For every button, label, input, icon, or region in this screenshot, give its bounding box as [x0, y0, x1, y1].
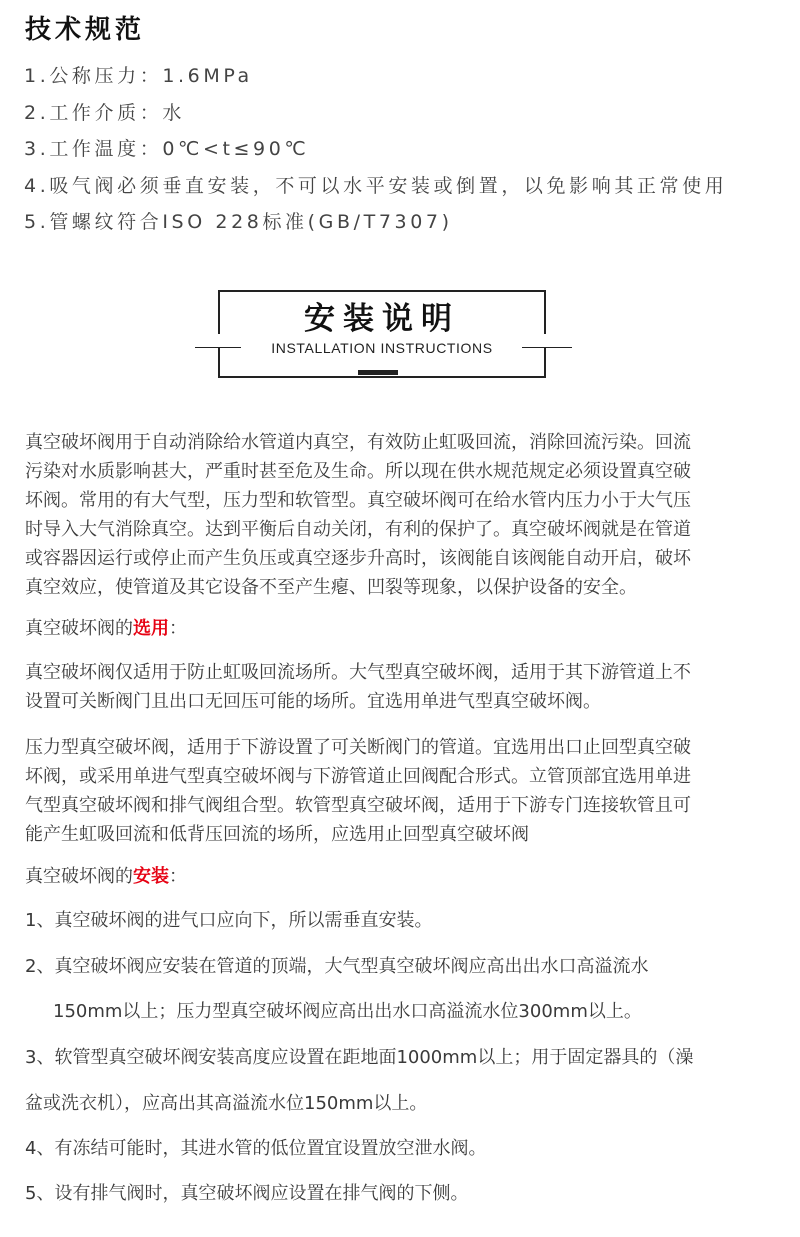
spec-item-temperature: 3.工作温度：0℃<t≤90℃ — [24, 138, 310, 160]
spec-item-medium: 2.工作介质：水 — [24, 101, 185, 124]
selection-line: 设置可关断阀门且出口无回压可能的场所。宜选用单进气型真空破坏阀。 — [25, 691, 601, 712]
install-step-5: 5、设有排气阀时，真空破坏阀应设置在排气阀的下侧。 — [25, 1183, 469, 1204]
selection-line: 真空破坏阀仅适用于防止虹吸回流场所。大气型真空破坏阀，适用于其下游管道上不 — [25, 662, 691, 683]
install-heading-subtitle: INSTALLATION INSTRUCTIONS — [271, 340, 493, 356]
selection-label-suffix: ： — [169, 618, 187, 639]
install-step-2: 2、真空破坏阀应安装在管道的顶端，大气型真空破坏阀应高出出水口高溢流水 — [25, 956, 649, 977]
intro-line: 真空效应，使管道及其它设备不至产生瘪、凹裂等现象，以保护设备的安全。 — [25, 577, 637, 598]
installation-label — [25, 865, 187, 889]
spec-title: 技术规范 — [25, 15, 146, 45]
intro-line: 时导入大气消除真空。达到平衡后自动关闭，有利的保护了。真空破坏阀就是在管道 — [25, 519, 691, 540]
install-step-3: 3、软管型真空破坏阀安装高度应设置在距地面1000mm以上；用于固定器具的（澡 — [25, 1047, 694, 1068]
spec-list — [24, 58, 727, 241]
intro-line: 或容器因运行或停止而产生负压或真空逐步升高时，该阀能自该阀能自动开启，破坏 — [25, 548, 691, 569]
selection-label-prefix: 真空破坏阀的 — [25, 618, 133, 639]
intro-line: 坏阀。常用的有大气型，压力型和软管型。真空破坏阀可在给水管内压力小于大气压 — [25, 490, 691, 511]
install-heading-frame — [218, 290, 546, 378]
spec-item-mounting: 4.吸气阀必须垂直安装，不可以水平安装或倒置，以免影响其正常使用 — [24, 174, 728, 197]
selection-line: 坏阀，或采用单进气型真空破坏阀与下游管道止回阀配合形式。立管顶部宜选用单进 — [25, 766, 691, 787]
install-step-2-continued: 150mm以上；压力型真空破坏阀应高出出水口高溢流水位300mm以上。 — [53, 1001, 642, 1022]
selection-line: 压力型真空破坏阀，适用于下游设置了可关断阀门的管道。宜选用出口止回型真空破 — [25, 737, 691, 758]
spec-item-pressure: 1.公称压力：1.6MPa — [24, 65, 253, 87]
spec-item-thread: 5.管螺纹符合ISO 228标准(GB/T7307) — [24, 211, 453, 233]
selection-line: 气型真空破坏阀和排气阀组合型。软管型真空破坏阀，适用于下游专门连接软管且可 — [25, 795, 691, 816]
install-heading-title: 安装说明 — [304, 301, 460, 337]
intro-line: 真空破坏阀用于自动消除给水管道内真空，有效防止虹吸回流，消除回流污染。回流 — [25, 432, 691, 453]
selection-label-highlight: 选用 — [133, 618, 169, 639]
selection-line: 能产生虹吸回流和低背压回流的场所，应选用止回型真空破坏阀 — [25, 824, 529, 845]
heading-divider-left — [195, 347, 241, 348]
installation-label-suffix: ： — [169, 866, 187, 887]
install-step-4: 4、有冻结可能时，其进水管的低位置宜设置放空泄水阀。 — [25, 1138, 487, 1159]
install-step-3-continued: 盆或洗衣机），应高出其高溢流水位150mm以上。 — [25, 1093, 428, 1114]
selection-label — [25, 617, 187, 641]
intro-line: 污染对水质影响甚大，严重时甚至危及生命。所以现在供水规范规定必须设置真空破 — [25, 461, 691, 482]
installation-label-highlight: 安装 — [133, 866, 169, 887]
installation-label-prefix: 真空破坏阀的 — [25, 866, 133, 887]
heading-accent-bar — [358, 370, 398, 375]
install-step-1: 1、真空破坏阀的进气口应向下，所以需垂直安装。 — [25, 910, 433, 931]
heading-divider-right — [522, 347, 572, 348]
